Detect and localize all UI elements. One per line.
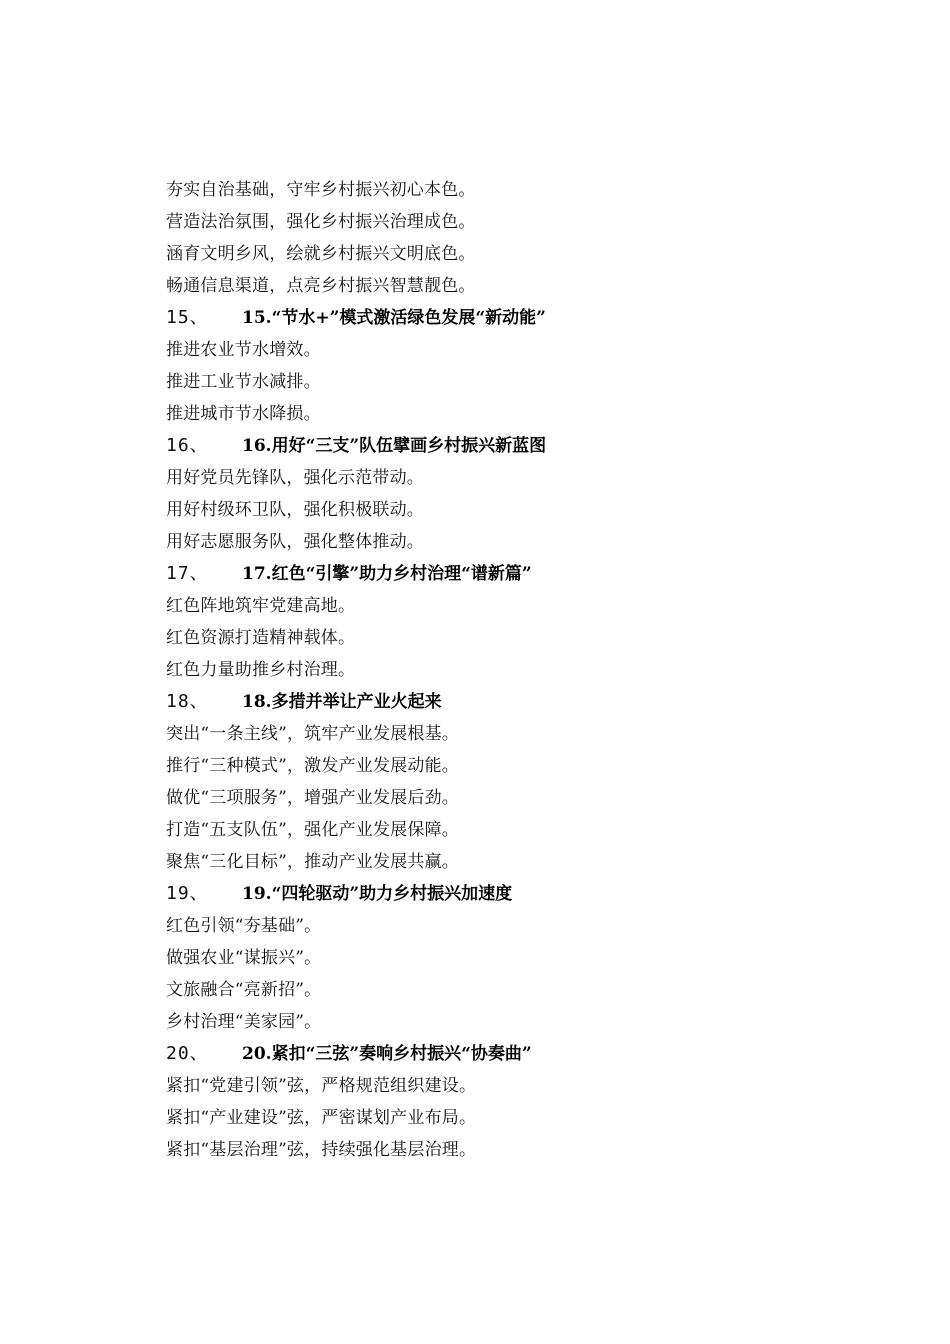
section-line: 紧扣“党建引领”弦，严格规范组织建设。	[166, 1076, 477, 1096]
section-heading	[166, 878, 866, 910]
section-line: 推进农业节水增效。	[166, 340, 321, 360]
section-line: 紧扣“基层治理”弦，持续强化基层治理。	[166, 1140, 477, 1160]
document-body	[166, 174, 866, 1166]
section-number: 15、	[166, 307, 209, 328]
section-line: 打造“五支队伍”，强化产业发展保障。	[166, 820, 459, 840]
section-line: 红色力量助推乡村治理。	[166, 660, 356, 680]
section-line: 紧扣“产业建设”弦，严密谋划产业布局。	[166, 1108, 477, 1128]
section-line: 文旅融合“亮新招”。	[166, 980, 322, 1000]
section-title: 17.红色“引擎”助力乡村治理“谱新篇”	[242, 564, 532, 584]
section-number: 16、	[166, 435, 209, 456]
intro-line: 营造法治氛围，强化乡村振兴治理成色。	[166, 212, 476, 232]
section-title: 16.用好“三支”队伍擘画乡村振兴新蓝图	[242, 436, 547, 456]
section-heading	[166, 686, 866, 718]
section-heading	[166, 302, 866, 334]
intro-line: 涵育文明乡风，绘就乡村振兴文明底色。	[166, 244, 476, 264]
section-line: 红色阵地筑牢党建高地。	[166, 596, 356, 616]
section-heading	[166, 430, 866, 462]
section-number: 18、	[166, 691, 209, 712]
section-line: 聚焦“三化目标”，推动产业发展共赢。	[166, 852, 459, 872]
section-title: 20.紧扣“三弦”奏响乡村振兴“协奏曲”	[242, 1044, 532, 1064]
section-title: 15.“节水+”模式激活绿色发展“新动能”	[242, 308, 546, 328]
section-title: 19.“四轮驱动”助力乡村振兴加速度	[242, 884, 513, 904]
section-line: 突出“一条主线”，筑牢产业发展根基。	[166, 724, 459, 744]
section-title: 18.多措并举让产业火起来	[242, 692, 442, 712]
section-number: 17、	[166, 563, 209, 584]
section-number: 20、	[166, 1043, 209, 1064]
section-line: 用好党员先锋队，强化示范带动。	[166, 468, 424, 488]
section-line: 推进城市节水降损。	[166, 404, 321, 424]
section-number: 19、	[166, 883, 209, 904]
section-line: 做优“三项服务”，增强产业发展后劲。	[166, 788, 459, 808]
section-heading	[166, 1038, 866, 1070]
section-line: 用好志愿服务队，强化整体推动。	[166, 532, 424, 552]
section-line: 推行“三种模式”，激发产业发展动能。	[166, 756, 459, 776]
section-line: 推进工业节水减排。	[166, 372, 321, 392]
intro-line: 畅通信息渠道，点亮乡村振兴智慧靓色。	[166, 276, 476, 296]
section-line: 红色引领“夯基础”。	[166, 916, 322, 936]
intro-line: 夯实自治基础，守牢乡村振兴初心本色。	[166, 180, 476, 200]
section-line: 做强农业“谋振兴”。	[166, 948, 322, 968]
section-line: 红色资源打造精神载体。	[166, 628, 356, 648]
section-heading	[166, 558, 866, 590]
section-line: 用好村级环卫队，强化积极联动。	[166, 500, 424, 520]
section-line: 乡村治理“美家园”。	[166, 1012, 322, 1032]
